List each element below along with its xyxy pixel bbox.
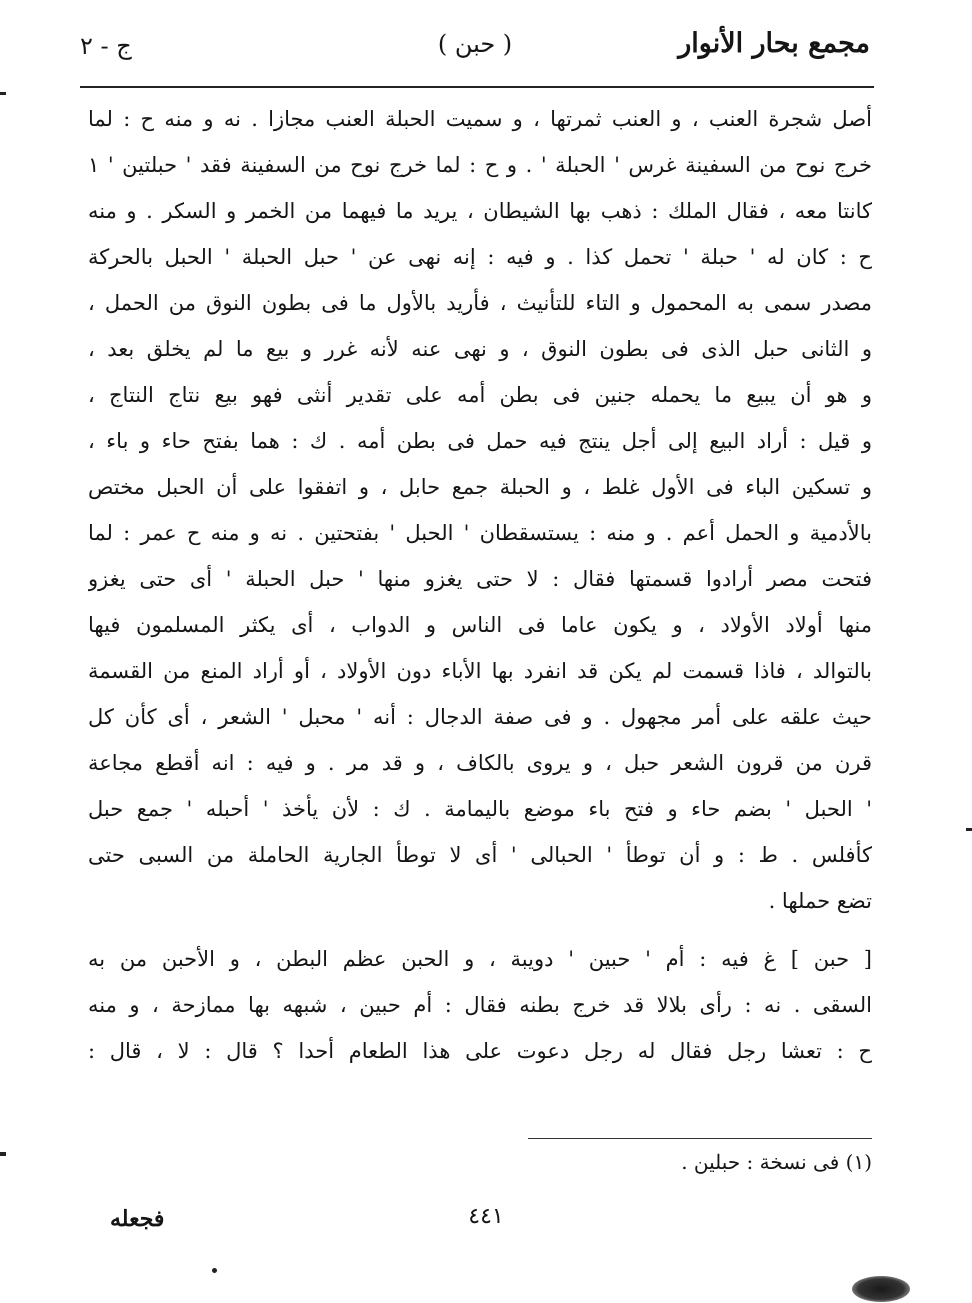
paragraph-habala xyxy=(88,96,872,924)
text-line: منها أولاد الأولاد ، و يكون عاما فى الناس و الدواب ، أى يكثر المسلمون فيها xyxy=(88,613,872,637)
scan-dot xyxy=(212,1268,217,1273)
header-rule xyxy=(80,86,874,88)
text-line: و قيل : أراد البيع إلى أجل ينتج فيه حمل فى بطن أمه . ك : هما بفتح حاء و باء ، xyxy=(88,429,872,453)
text-line: فتحت مصر أرادوا قسمتها فقال : لا حتى يغزو منها ' حبل الحبلة ' أى حتى يغزو xyxy=(88,567,872,591)
text-line: بالأدمية و الحمل أعم . و منه : يستسقطان ' الحبل ' بفتحتين . نه و منه ح عمر : لما xyxy=(88,521,872,545)
text-line: و هو أن يبيع ما يحمله جنين فى بطن أمه على تقدير أنثى فهو بيع نتاج النتاج ، xyxy=(88,383,872,407)
page-number: ٤٤١ xyxy=(468,1204,504,1229)
paragraph-gap xyxy=(88,924,872,936)
catchword: فجعله xyxy=(110,1206,165,1232)
paragraph-habn xyxy=(88,936,872,1074)
book-title: مجمع بحار الأنوار xyxy=(678,28,870,59)
main-text xyxy=(88,96,872,1074)
text-line: بالتوالد ، فاذا قسمت لم يكن قد انفرد بها الأباء دون الأولاد ، أو أراد المنع من القسمة xyxy=(88,659,872,683)
ink-blot xyxy=(852,1276,910,1302)
text-line: أصل شجرة العنب ، و العنب ثمرتها ، و سميت الحبلة العنب مجازا . نه و منه ح : لما xyxy=(88,107,872,131)
text-line: و الثانى حبل الذى فى بطون النوق ، و نهى عنه لأنه غرر و بيع ما لم يخلق بعد ، xyxy=(88,337,872,361)
footnote-rule xyxy=(528,1138,872,1139)
entry-head: ( حبن ) xyxy=(437,30,513,58)
page-header xyxy=(80,28,870,76)
volume-number: ج - ٢ xyxy=(80,32,132,60)
text-line: السقى . نه : رأى بلالا قد خرج بطنه فقال : أم حبين ، شبهه بها ممازحة ، و منه xyxy=(88,993,872,1017)
text-line: خرج نوح من السفينة غرس ' الحبلة ' . و ح : لما خرج نوح من السفينة فقد ' حبلتين ' ١ xyxy=(88,153,872,177)
text-line: [ حبن ] غ فيه : أم ' حبين ' دويبة ، و الحبن عظم البطن ، و الأحبن من به xyxy=(88,947,872,971)
text-line: حيث علقه على أمر مجهول . و فى صفة الدجال : أنه ' محبل ' الشعر ، أى كأن كل xyxy=(88,705,872,729)
scan-mark-right xyxy=(966,828,972,831)
scan-mark-left xyxy=(0,1152,6,1156)
text-line: ' الحبل ' بضم حاء و فتح باء موضع باليمامة . ك : لأن يأخذ ' أحبله ' جمع حبل xyxy=(88,797,872,821)
text-line: و تسكين الباء فى الأول غلط ، و الحبلة جمع حابل ، و اتفقوا على أن الحبل مختص xyxy=(88,475,872,499)
scan-mark-left xyxy=(0,92,6,95)
text-line: ح : تعشا رجل فقال له رجل دعوت على هذا الطعام أحدا ؟ قال : لا ، قال : xyxy=(88,1039,872,1063)
text-line: تضع حملها . xyxy=(768,889,872,913)
text-line: كانتا معه ، فقال الملك : ذهب بها الشيطان ، يريد ما فيهما من الخمر و السكر . و منه xyxy=(88,199,872,223)
text-line: قرن من قرون الشعر حبل ، و يروى بالكاف ، و قد مر . و فيه : انه أقطع مجاعة xyxy=(88,751,872,775)
text-line: كأفلس . ط : و أن توطأ ' الحبالى ' أى لا توطأ الجارية الحاملة من السبى حتى xyxy=(88,843,872,867)
text-line: مصدر سمى به المحمول و التاء للتأنيث ، فأريد بالأول ما فى بطون النوق من الحمل ، xyxy=(88,291,872,315)
text-line: ح : كان له ' حبلة ' تحمل كذا . و فيه : إنه نهى عن ' حبل الحبلة ' الحبل بالحركة xyxy=(88,245,872,269)
footnote: (١) فى نسخة : حبلين . xyxy=(681,1150,872,1174)
